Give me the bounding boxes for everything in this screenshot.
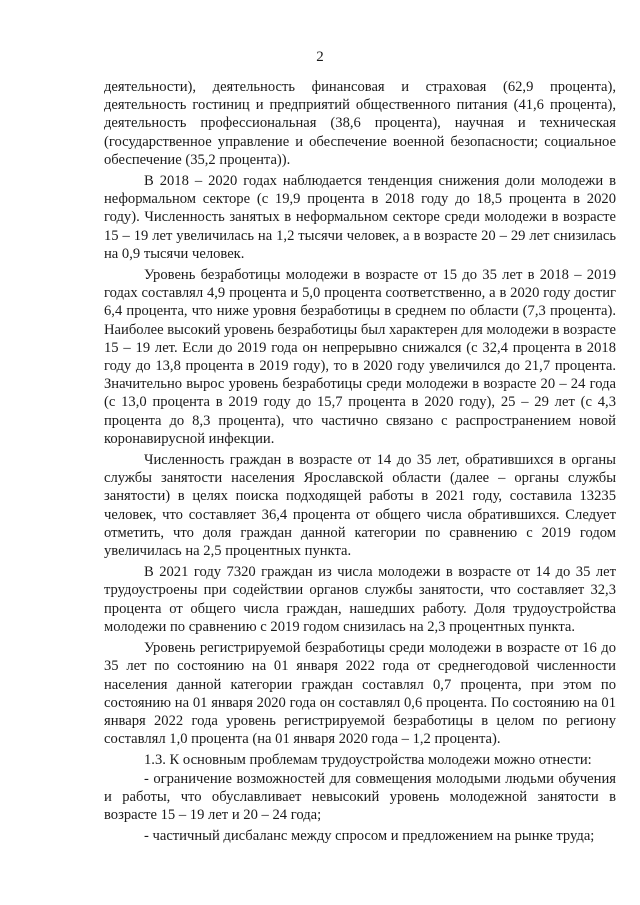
- paragraph-employed-with-assistance: В 2021 году 7320 граждан из числа молодежи в возрасте от 14 до 35 лет трудоустроены при содействии органов службы занятости, что составляет 32,3 процента от общего числа граждан, нашедших работу. Доля трудоустройства молодежи по сравнению с 2019 годом снизилась на 2,3 процентных пункта.: [104, 564, 616, 635]
- paragraph-main-problems-heading: 1.3. К основным проблемам трудоустройства молодежи можно отнести:: [144, 752, 592, 769]
- paragraph-unemployment-rate: Уровень безработицы молодежи в возрасте от 15 до 35 лет в 2018 – 2019 годах составлял 4,9 процента и 5,0 процента соответственно, а в 2020 году достиг 6,4 процента, что ниже уровня безработицы в среднем по области (7,3 процента). Наиболее высокий уровень безработицы был характерен для молодежи в возрасте 15 – 19 лет. Если до 2019 года он непрерывно снижался (с 32,4 процента в 2018 году до 13,8 процента в 2019 году), то в 2020 году увеличился до 21,7 процента. Значительно вырос уровень безработицы среди молодежи в возрасте 20 – 24 года (с 13,0 процента в 2019 году до 15,7 процента в 2020 году), 25 – 29 лет (с 4,3 процента до 8,3 процента), что частично связано с распространением новой коронавирусной инфекции.: [104, 267, 616, 447]
- list-item-problem-combining-study-work: - ограничение возможностей для совмещения молодыми людьми обучения и работы, что обуславливает невысокий уровень молодежной занятости в возрасте 15 – 19 лет и 20 – 24 года;: [104, 770, 616, 823]
- document-body: [104, 78, 616, 845]
- paragraph-registered-unemployment: Уровень регистрируемой безработицы среди молодежи в возрасте от 16 до 35 лет по состоянию на 01 января 2022 года от среднегодовой численности населения данной категории граждан составлял 0,7 процента, при этом по состоянию на 01 января 2020 года он составлял 0,6 процента. По состоянию на 01 января 2022 года уровень регистрируемой безработицы в целом по региону составлял 1,0 процента (на 01 января 2020 года – 1,2 процента).: [104, 640, 616, 748]
- list-item-problem-labor-market-imbalance: - частичный дисбаланс между спросом и предложением на рынке труда;: [144, 828, 595, 845]
- paragraph-informal-sector: В 2018 – 2020 годах наблюдается тенденция снижения доли молодежи в неформальном секторе (с 19,9 процента в 2018 году до 18,5 процента в 2020 году). Численность занятых в неформальном секторе среди молодежи в возрасте 15 – 19 лет увеличилась на 1,2 тысячи человек, а в возрасте 20 – 29 лет снизилась на 0,9 тысячи человек.: [104, 173, 616, 262]
- paragraph-sectors-continued: деятельности), деятельность финансовая и страховая (62,9 процента), деятельность гостиниц и предприятий общественного питания (41,6 процента), деятельность профессиональная (38,6 процента), научная и техническая (государственное управление и обеспечение военной безопасности; социальное обеспечение (35,2 процента)).: [104, 79, 616, 168]
- page-number: 2: [316, 49, 324, 65]
- paragraph-employment-service-applicants: Численность граждан в возрасте от 14 до 35 лет, обратившихся в органы службы занятости населения Ярославской области (далее – органы службы занятости) в целях поиска подходящей работы в 2021 году, составила 13235 человек, что составляет 36,4 процента от общего числа обратившихся. Следует отметить, что доля граждан данной категории по сравнению с 2019 годом увеличилась на 2,5 процентных пункта.: [104, 452, 616, 560]
